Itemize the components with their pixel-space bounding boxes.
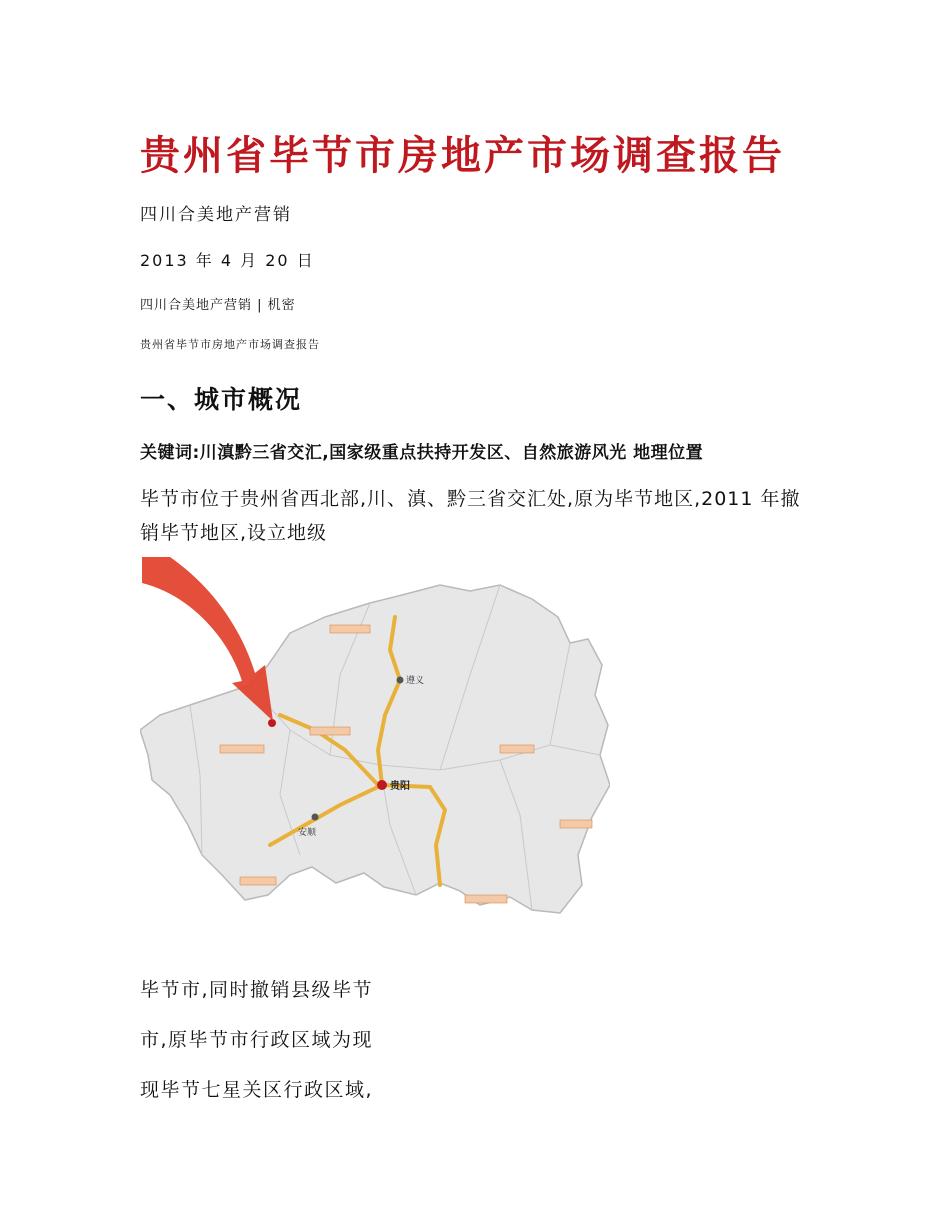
- paragraph-line-1: 毕节市,同时撤销县级毕节: [140, 979, 374, 1001]
- report-date: 2013 年 4 月 20 日: [140, 251, 315, 270]
- company-name: 四川合美地产营销: [140, 205, 292, 225]
- map-label-anshun: 安顺: [298, 828, 317, 838]
- paragraph-line-3: 现毕节七星关区行政区域,: [140, 1079, 374, 1101]
- province-outline: [140, 585, 610, 913]
- bijie-marker: [268, 719, 276, 727]
- map-label-guiyang: 贵阳: [390, 781, 410, 792]
- confidential-line: 四川合美地产营销 | 机密: [140, 298, 296, 313]
- running-head: 贵州省毕节市房地产市场调查报告: [140, 338, 320, 351]
- zunyi-marker: [397, 677, 404, 684]
- section-heading: 一、城市概况: [140, 385, 303, 414]
- anshun-marker: [312, 814, 319, 821]
- map-label-zunyi: 遵义: [406, 676, 425, 686]
- paragraph-line-2: 市,原毕节市行政区域为现: [140, 1029, 374, 1051]
- guizhou-map-figure: [140, 555, 610, 940]
- keywords-line: 关键词:川滇黔三省交汇,国家级重点扶持开发区、自然旅游风光 地理位置: [140, 443, 704, 463]
- location-paragraph: 毕节市位于贵州省西北部,川、滇、黔三省交汇处,原为毕节地区,2011 年撤销毕节地区,设立地级: [140, 488, 801, 544]
- document-title: 贵州省毕节市房地产市场调查报告: [140, 133, 785, 179]
- guiyang-marker: [377, 780, 387, 790]
- pointer-arrow: [142, 557, 273, 721]
